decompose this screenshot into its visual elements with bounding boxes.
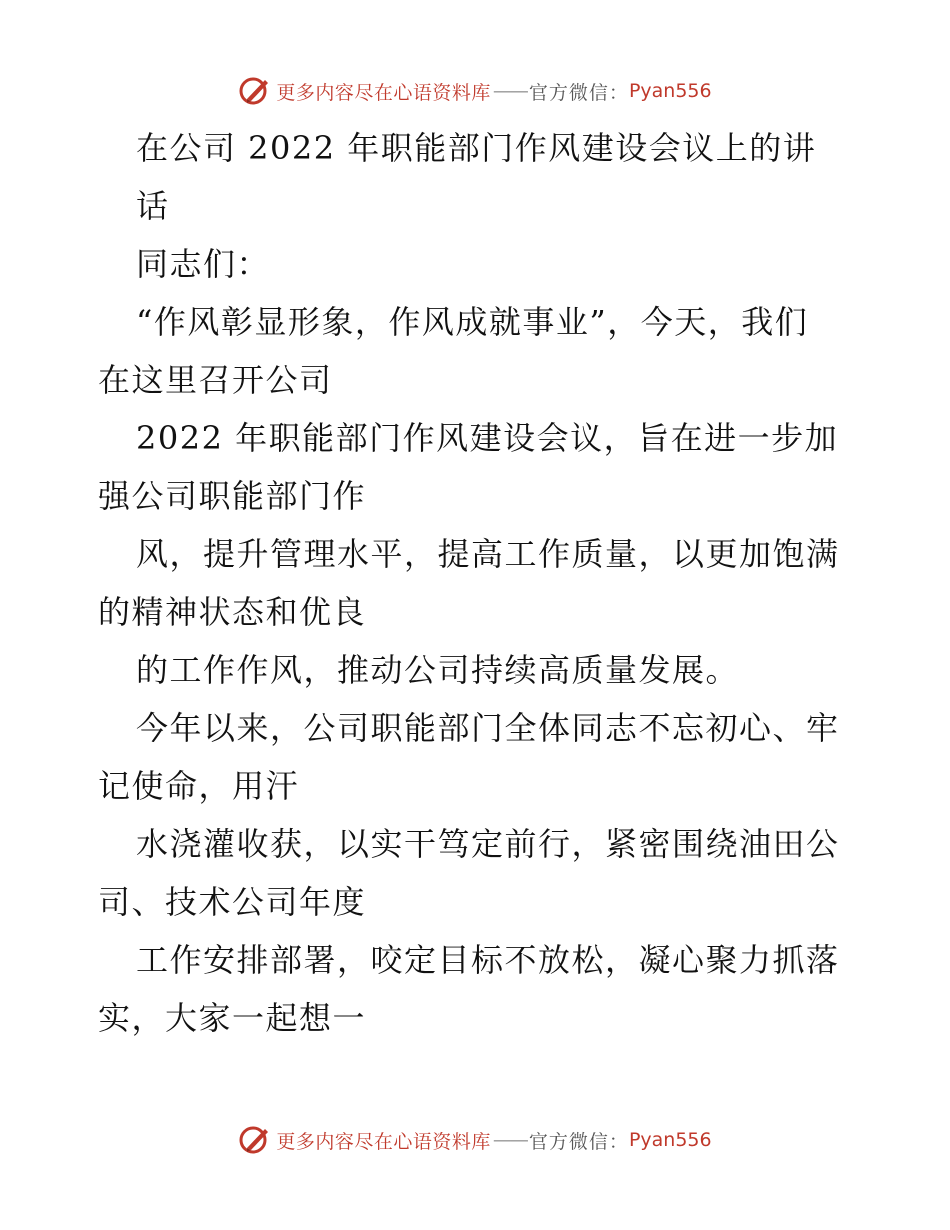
watermark-separator: —— <box>492 1129 527 1151</box>
watermark-text: 更多内容尽在心语资料库 <box>276 81 491 104</box>
watermark-separator: —— <box>492 80 527 102</box>
paragraph-line: 在这里召开公司 <box>98 361 333 399</box>
paragraph-line: 实，大家一起想一 <box>98 999 367 1037</box>
watermark-account: Pyan556 <box>628 1129 712 1151</box>
paragraph-line: 2022 年职能部门作风建设会议，旨在进一步加 <box>136 419 839 457</box>
document-title-line-2: 话 <box>136 187 170 225</box>
paragraph-line: 记使命，用汗 <box>98 767 300 805</box>
watermark-account: Pyan556 <box>628 80 712 102</box>
paragraph-line: 强公司职能部门作 <box>98 477 367 515</box>
quill-circle-icon <box>238 1123 272 1157</box>
paragraph-line: 的精神状态和优良 <box>98 593 367 631</box>
paragraph-line: 风，提升管理水平，提高工作质量，以更加饱满 <box>136 535 840 573</box>
paragraph-line: 水浇灌收获，以实干笃定前行，紧密围绕油田公 <box>136 825 840 863</box>
paragraph-line: 今年以来，公司职能部门全体同志不忘初心、牢 <box>136 709 840 747</box>
paragraph-line: 工作安排部署，咬定目标不放松，凝心聚力抓落 <box>136 941 840 979</box>
salutation-line: 同志们： <box>136 245 271 283</box>
paragraph-line: “作风彰显形象，作风成就事业”，今天，我们 <box>136 303 809 341</box>
watermark-label: 官方微信： <box>528 1130 629 1153</box>
watermark-label: 官方微信： <box>528 81 629 104</box>
paragraph-line: 的工作作风，推动公司持续高质量发展。 <box>136 651 740 689</box>
watermark-text: 更多内容尽在心语资料库 <box>276 1130 491 1153</box>
footer-watermark <box>0 1120 950 1160</box>
document-title-line-1: 在公司 2022 年职能部门作风建设会议上的讲 <box>136 129 817 167</box>
paragraph-line: 司、技术公司年度 <box>98 883 367 921</box>
